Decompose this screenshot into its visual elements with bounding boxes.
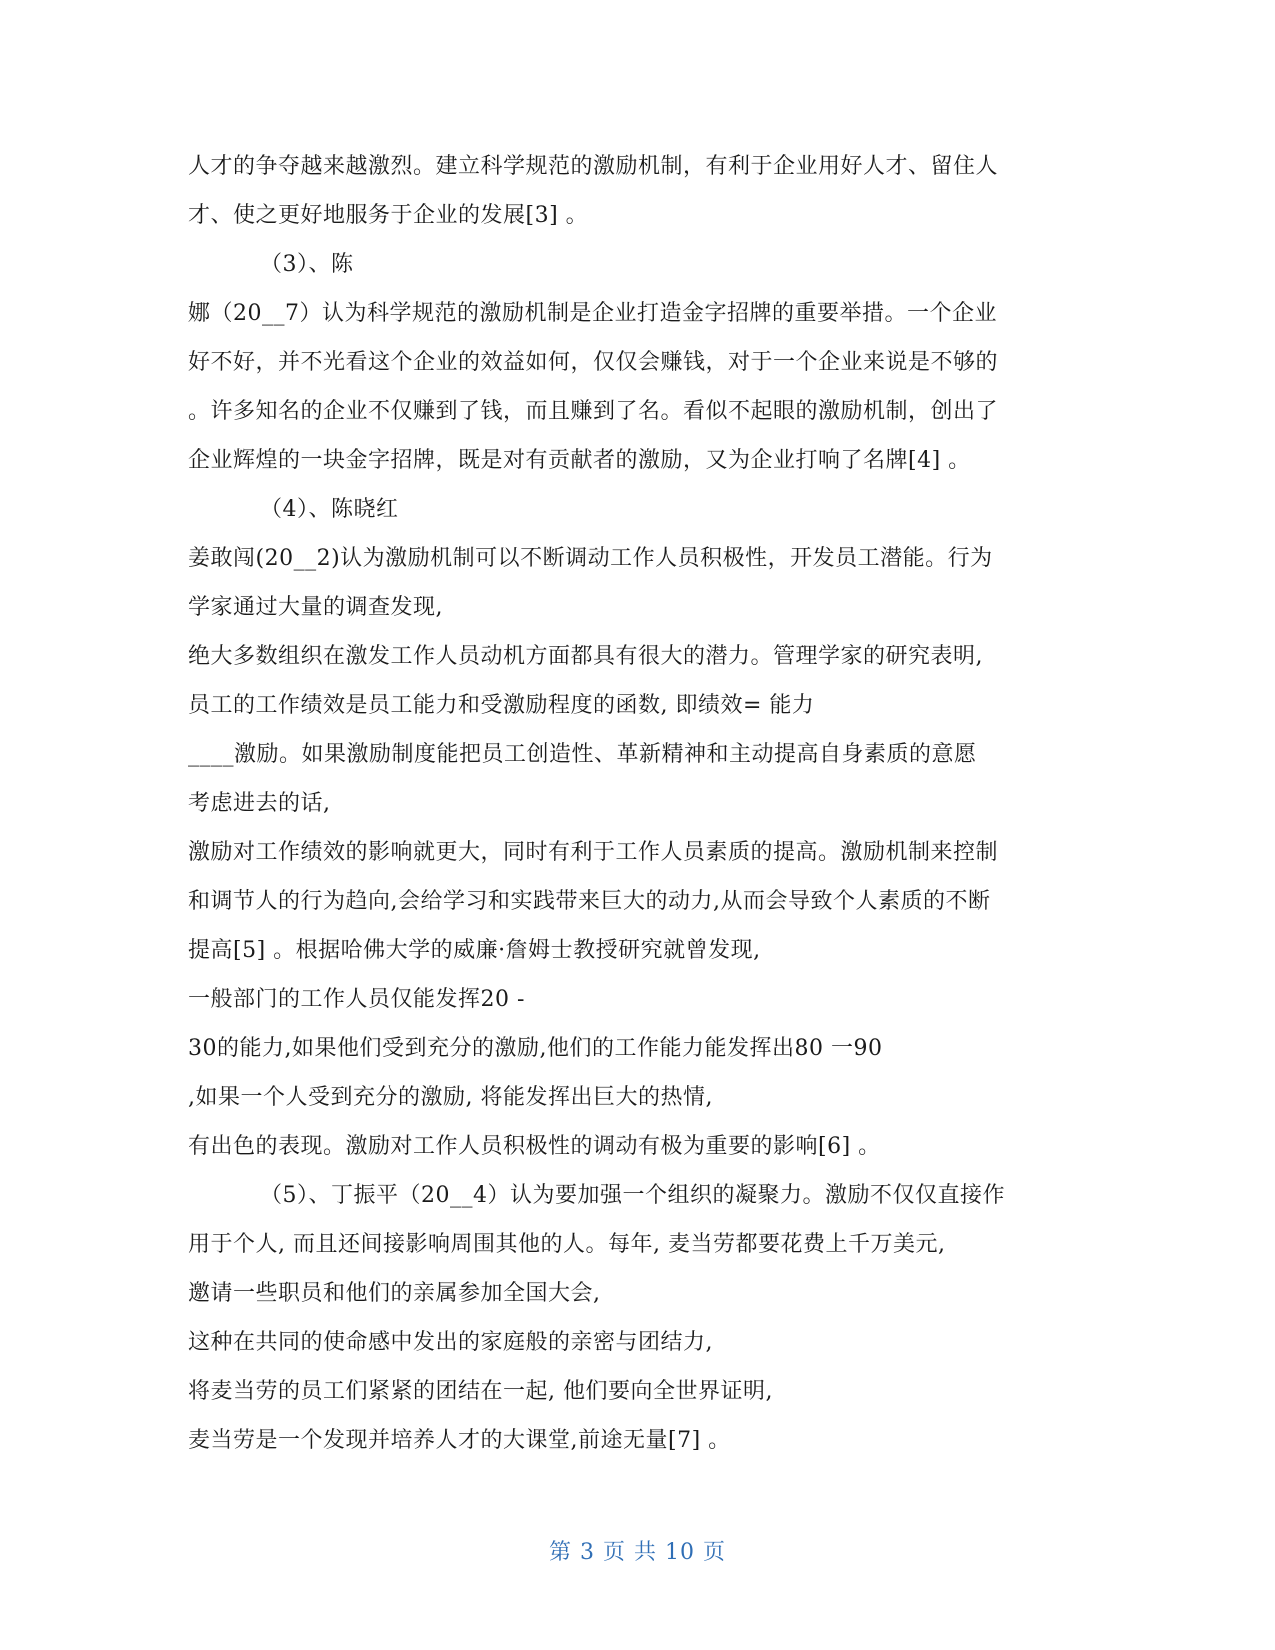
list-item-heading: （4）、陈晓红	[260, 497, 399, 522]
paragraph-line: 用于个人, 而且还间接影响周围其他的人。每年, 麦当劳都要花费上千万美元,	[188, 1232, 946, 1257]
list-item-heading: （5）、丁振平（20__4）认为要加强一个组织的凝聚力。激励不仅仅直接作	[260, 1183, 1005, 1208]
paragraph-line: 姜敢闯(20__2)认为激励机制可以不断调动工作人员积极性，开发员工潜能。行为	[188, 546, 993, 571]
paragraph-line: 考虑进去的话,	[188, 791, 331, 816]
page-number-footer: 第 3 页 共 10 页	[549, 1540, 726, 1565]
paragraph-line: 提高[5] 。根据哈佛大学的威廉·詹姆士教授研究就曾发现,	[188, 938, 761, 963]
paragraph-line: 娜（20__7）认为科学规范的激励机制是企业打造金字招牌的重要举措。一个企业	[188, 301, 997, 326]
paragraph-line: 30的能力,如果他们受到充分的激励,他们的工作能力能发挥出80 一90	[188, 1036, 883, 1061]
list-item-heading: （3）、陈	[260, 252, 354, 277]
paragraph-line: 企业辉煌的一块金字招牌，既是对有贡献者的激励，又为企业打响了名牌[4] 。	[188, 448, 971, 473]
document-body	[188, 142, 1088, 1465]
paragraph-line: 才、使之更好地服务于企业的发展[3] 。	[188, 203, 589, 228]
paragraph-line: 激励对工作绩效的影响就更大，同时有利于工作人员素质的提高。激励机制来控制	[188, 840, 999, 865]
paragraph-line: 学家通过大量的调查发现,	[188, 595, 443, 620]
paragraph-line: 一般部门的工作人员仅能发挥20 -	[188, 987, 525, 1012]
paragraph-line: 和调节人的行为趋向,会给学习和实践带来巨大的动力,从而会导致个人素质的不断	[188, 889, 991, 914]
paragraph-line: 绝大多数组织在激发工作人员动机方面都具有很大的潜力。管理学家的研究表明,	[188, 644, 983, 669]
paragraph-line: ____激励。如果激励制度能把员工创造性、革新精神和主动提高自身素质的意愿	[188, 742, 977, 767]
paragraph-line: 将麦当劳的员工们紧紧的团结在一起, 他们要向全世界证明,	[188, 1379, 773, 1404]
paragraph-line: 人才的争夺越来越激烈。建立科学规范的激励机制，有利于企业用好人才、留住人	[188, 154, 999, 179]
paragraph-line: 这种在共同的使命感中发出的家庭般的亲密与团结力,	[188, 1330, 713, 1355]
paragraph-line: 。许多知名的企业不仅赚到了钱，而且赚到了名。看似不起眼的激励机制，创出了	[188, 399, 999, 424]
paragraph-line: 好不好，并不光看这个企业的效益如何，仅仅会赚钱，对于一个企业来说是不够的	[188, 350, 999, 375]
paragraph-line: 邀请一些职员和他们的亲属参加全国大会,	[188, 1281, 601, 1306]
paragraph-line: 员工的工作绩效是员工能力和受激励程度的函数, 即绩效= 能力	[188, 693, 815, 718]
paragraph-line: 有出色的表现。激励对工作人员积极性的调动有极为重要的影响[6] 。	[188, 1134, 881, 1159]
paragraph-line: 麦当劳是一个发现并培养人才的大课堂,前途无量[7] 。	[188, 1428, 731, 1453]
paragraph-line: ,如果一个人受到充分的激励, 将能发挥出巨大的热情,	[188, 1085, 713, 1110]
